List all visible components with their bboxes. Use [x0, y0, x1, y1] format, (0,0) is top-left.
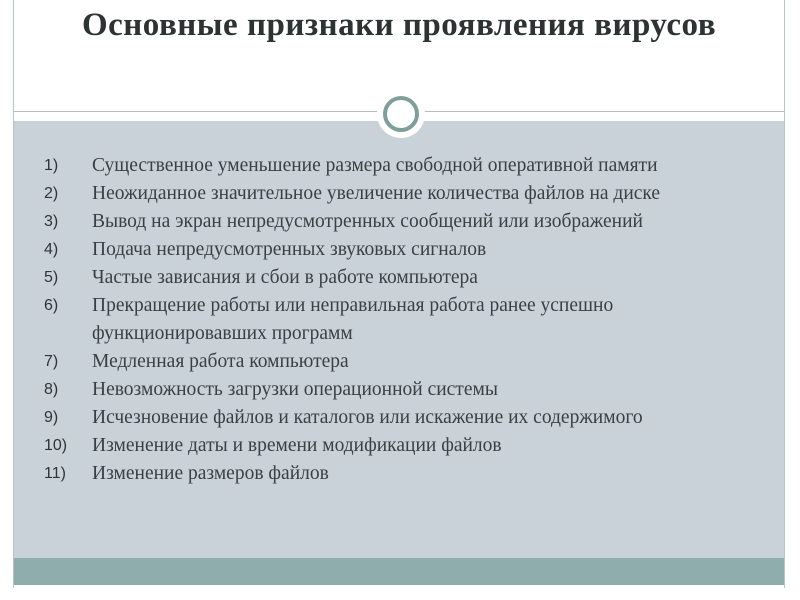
symptom-list: [44, 152, 779, 488]
list-item: [44, 348, 779, 376]
item-text: Медленная работа компьютера: [92, 351, 349, 372]
item-text: Существенное уменьшение размера свободной оперативной памяти: [92, 155, 658, 176]
list-item: [44, 152, 779, 180]
item-number: 11): [44, 465, 66, 482]
item-text: Исчезновение файлов и каталогов или искажение их содержимого: [92, 407, 643, 428]
item-text: Подача непредусмотренных звуковых сигналов: [92, 239, 487, 260]
list-item: [44, 404, 779, 432]
item-number: 8): [44, 381, 59, 398]
item-text: Прекращение работы или неправильная работа ранее успешно функционировавших программ: [92, 295, 614, 344]
list-item: [44, 236, 779, 264]
item-number: 6): [44, 297, 59, 314]
item-text: Изменение даты и времени модификации файлов: [92, 435, 502, 456]
list-item: [44, 376, 779, 404]
list-item: [44, 180, 779, 208]
item-text: Изменение размеров файлов: [92, 463, 329, 484]
list-item: [44, 292, 779, 348]
item-text: Неожиданное значительное увеличение количества файлов на диске: [92, 183, 661, 204]
item-text: Частые зависания и сбои в работе компьютера: [92, 267, 478, 288]
ring-icon: [383, 96, 419, 132]
item-number: 7): [44, 353, 59, 370]
item-number: 2): [44, 185, 59, 202]
list-item: [44, 460, 779, 488]
item-text: Вывод на экран непредусмотренных сообщений или изображений: [92, 211, 643, 232]
item-number: 9): [44, 409, 59, 426]
item-number: 5): [44, 269, 59, 286]
item-number: 10): [44, 437, 68, 454]
list-item: [44, 432, 779, 460]
item-number: 1): [44, 157, 59, 174]
list-item: [44, 208, 779, 236]
slide-title: Основные признаки проявления вирусов: [81, 7, 717, 43]
item-number: 3): [44, 213, 59, 230]
list-item: [44, 264, 779, 292]
item-number: 4): [44, 241, 59, 258]
bottom-bar: [14, 558, 784, 585]
item-text: Невозможность загрузки операционной системы: [92, 379, 498, 400]
